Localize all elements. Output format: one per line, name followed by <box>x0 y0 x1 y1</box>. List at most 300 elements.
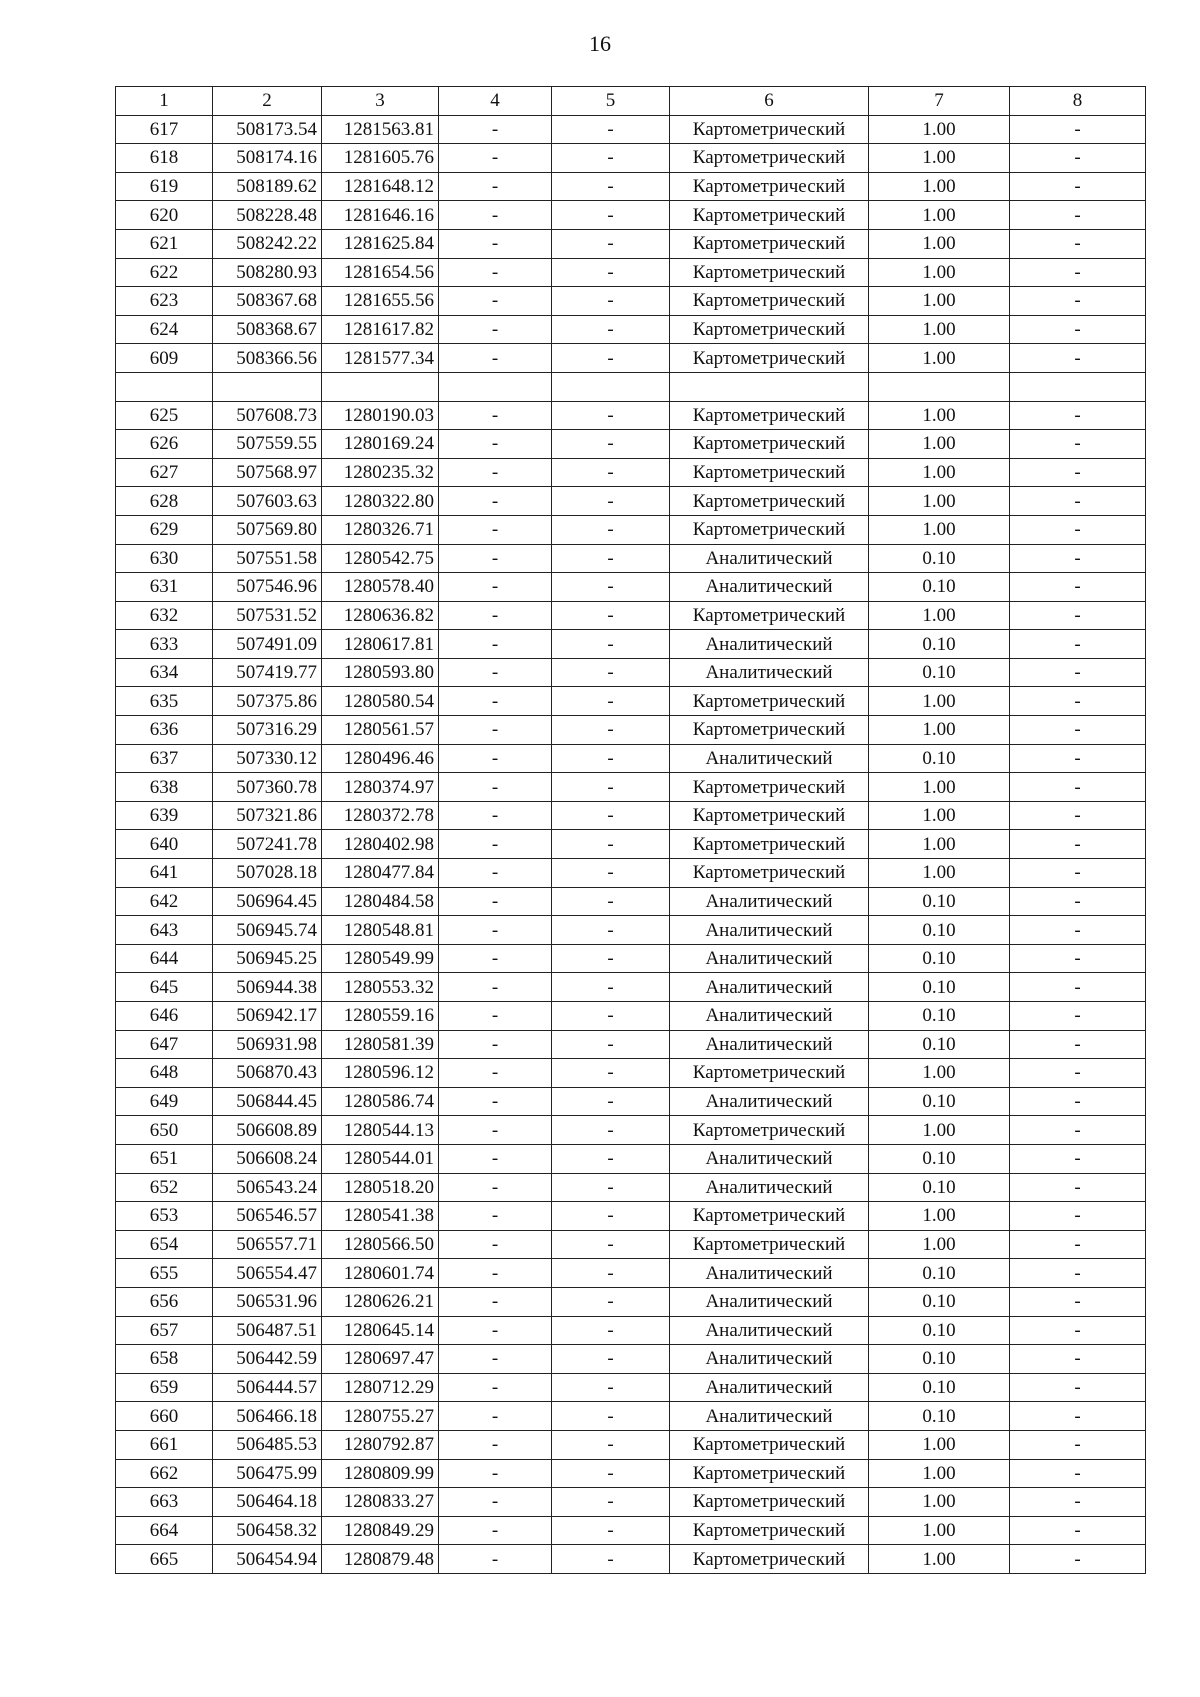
x-coordinate-cell: 506557.71 <box>213 1230 322 1259</box>
method-cell: Картометрический <box>670 601 869 630</box>
method-cell: Картометрический <box>670 1059 869 1088</box>
y-coordinate-cell: 1280402.98 <box>322 830 439 859</box>
x-coordinate-cell: 506454.94 <box>213 1545 322 1574</box>
point-number-cell: 647 <box>116 1030 213 1059</box>
method-cell: Картометрический <box>670 830 869 859</box>
column-4-value-cell: - <box>439 315 552 344</box>
coordinates-table <box>115 86 1146 1574</box>
x-coordinate-cell: 506531.96 <box>213 1287 322 1316</box>
column-header: 8 <box>1010 87 1146 116</box>
column-5-value-cell: - <box>552 1030 670 1059</box>
column-4-value-cell: - <box>439 1287 552 1316</box>
accuracy-cell: 1.00 <box>869 115 1010 144</box>
method-cell: Картометрический <box>670 201 869 230</box>
method-cell: Аналитический <box>670 1402 869 1431</box>
method-cell: Аналитический <box>670 916 869 945</box>
y-coordinate-cell: 1280518.20 <box>322 1173 439 1202</box>
accuracy-cell: 0.10 <box>869 744 1010 773</box>
x-coordinate-cell: 507569.80 <box>213 515 322 544</box>
column-8-value-cell: - <box>1010 887 1146 916</box>
accuracy-cell: 0.10 <box>869 973 1010 1002</box>
y-coordinate-cell: 1280190.03 <box>322 401 439 430</box>
column-4-value-cell: - <box>439 1345 552 1374</box>
column-5-value-cell: - <box>552 401 670 430</box>
method-cell: Картометрический <box>670 458 869 487</box>
point-number-cell: 648 <box>116 1059 213 1088</box>
y-coordinate-cell: 1280712.29 <box>322 1373 439 1402</box>
column-4-value-cell <box>439 372 552 401</box>
accuracy-cell: 0.10 <box>869 1087 1010 1116</box>
accuracy-cell: 1.00 <box>869 487 1010 516</box>
table-row <box>116 601 1146 630</box>
column-4-value-cell: - <box>439 1230 552 1259</box>
table-row <box>116 1287 1146 1316</box>
accuracy-cell: 1.00 <box>869 401 1010 430</box>
method-cell: Аналитический <box>670 944 869 973</box>
y-coordinate-cell: 1281605.76 <box>322 144 439 173</box>
column-4-value-cell: - <box>439 1516 552 1545</box>
table-row <box>116 1459 1146 1488</box>
method-cell: Аналитический <box>670 1030 869 1059</box>
column-5-value-cell: - <box>552 1430 670 1459</box>
x-coordinate-cell: 507559.55 <box>213 430 322 459</box>
accuracy-cell: 1.00 <box>869 859 1010 888</box>
point-number-cell: 665 <box>116 1545 213 1574</box>
column-8-value-cell: - <box>1010 115 1146 144</box>
table-row <box>116 658 1146 687</box>
column-4-value-cell: - <box>439 1059 552 1088</box>
table-row <box>116 258 1146 287</box>
column-4-value-cell: - <box>439 430 552 459</box>
y-coordinate-cell: 1280326.71 <box>322 515 439 544</box>
point-number-cell: 625 <box>116 401 213 430</box>
column-8-value-cell: - <box>1010 458 1146 487</box>
column-8-value-cell: - <box>1010 1059 1146 1088</box>
column-5-value-cell: - <box>552 1002 670 1031</box>
column-8-value-cell: - <box>1010 716 1146 745</box>
y-coordinate-cell: 1280548.81 <box>322 916 439 945</box>
column-5-value-cell: - <box>552 144 670 173</box>
table-row <box>116 144 1146 173</box>
y-coordinate-cell: 1280235.32 <box>322 458 439 487</box>
table-row <box>116 401 1146 430</box>
y-coordinate-cell: 1280496.46 <box>322 744 439 773</box>
column-4-value-cell: - <box>439 601 552 630</box>
point-number-cell: 632 <box>116 601 213 630</box>
accuracy-cell: 1.00 <box>869 1202 1010 1231</box>
method-cell: Картометрический <box>670 144 869 173</box>
column-4-value-cell: - <box>439 773 552 802</box>
table-row <box>116 172 1146 201</box>
point-number-cell: 658 <box>116 1345 213 1374</box>
column-8-value-cell: - <box>1010 601 1146 630</box>
column-5-value-cell: - <box>552 1345 670 1374</box>
column-4-value-cell: - <box>439 458 552 487</box>
column-8-value-cell: - <box>1010 658 1146 687</box>
table-row <box>116 1516 1146 1545</box>
table-row <box>116 801 1146 830</box>
y-coordinate-cell: 1280580.54 <box>322 687 439 716</box>
x-coordinate-cell: 506543.24 <box>213 1173 322 1202</box>
column-header: 5 <box>552 87 670 116</box>
accuracy-cell: 1.00 <box>869 1488 1010 1517</box>
table-row <box>116 201 1146 230</box>
accuracy-cell: 1.00 <box>869 229 1010 258</box>
x-coordinate-cell <box>213 372 322 401</box>
column-8-value-cell: - <box>1010 1345 1146 1374</box>
column-8-value-cell: - <box>1010 1116 1146 1145</box>
point-number-cell: 646 <box>116 1002 213 1031</box>
column-4-value-cell: - <box>439 258 552 287</box>
point-number-cell: 637 <box>116 744 213 773</box>
accuracy-cell: 1.00 <box>869 172 1010 201</box>
y-coordinate-cell: 1281625.84 <box>322 229 439 258</box>
y-coordinate-cell: 1281655.56 <box>322 287 439 316</box>
column-4-value-cell: - <box>439 887 552 916</box>
point-number-cell: 651 <box>116 1144 213 1173</box>
column-4-value-cell: - <box>439 115 552 144</box>
table-row <box>116 830 1146 859</box>
column-5-value-cell: - <box>552 201 670 230</box>
table-row <box>116 1345 1146 1374</box>
table-row <box>116 1087 1146 1116</box>
method-cell: Картометрический <box>670 1230 869 1259</box>
method-cell: Аналитический <box>670 1173 869 1202</box>
column-5-value-cell: - <box>552 458 670 487</box>
table-row <box>116 1116 1146 1145</box>
method-cell <box>670 372 869 401</box>
column-4-value-cell: - <box>439 716 552 745</box>
point-number-cell: 635 <box>116 687 213 716</box>
accuracy-cell: 0.10 <box>869 1373 1010 1402</box>
column-8-value-cell: - <box>1010 201 1146 230</box>
column-8-value-cell: - <box>1010 1402 1146 1431</box>
column-8-value-cell: - <box>1010 344 1146 373</box>
accuracy-cell: 1.00 <box>869 458 1010 487</box>
column-8-value-cell: - <box>1010 916 1146 945</box>
column-4-value-cell: - <box>439 801 552 830</box>
point-number-cell: 640 <box>116 830 213 859</box>
column-header: 7 <box>869 87 1010 116</box>
column-5-value-cell <box>552 372 670 401</box>
table-row <box>116 1259 1146 1288</box>
y-coordinate-cell: 1280322.80 <box>322 487 439 516</box>
column-4-value-cell: - <box>439 658 552 687</box>
table-row <box>116 115 1146 144</box>
accuracy-cell: 0.10 <box>869 1287 1010 1316</box>
column-8-value-cell: - <box>1010 744 1146 773</box>
accuracy-cell: 1.00 <box>869 430 1010 459</box>
x-coordinate-cell: 506464.18 <box>213 1488 322 1517</box>
accuracy-cell: 0.10 <box>869 1345 1010 1374</box>
point-number-cell: 628 <box>116 487 213 516</box>
column-4-value-cell: - <box>439 1373 552 1402</box>
accuracy-cell: 0.10 <box>869 1316 1010 1345</box>
accuracy-cell: 1.00 <box>869 1059 1010 1088</box>
x-coordinate-cell: 506458.32 <box>213 1516 322 1545</box>
accuracy-cell: 1.00 <box>869 287 1010 316</box>
x-coordinate-cell: 506487.51 <box>213 1316 322 1345</box>
column-5-value-cell: - <box>552 172 670 201</box>
table-row <box>116 944 1146 973</box>
x-coordinate-cell: 506475.99 <box>213 1459 322 1488</box>
column-4-value-cell: - <box>439 515 552 544</box>
method-cell: Картометрический <box>670 315 869 344</box>
x-coordinate-cell: 506964.45 <box>213 887 322 916</box>
column-4-value-cell: - <box>439 287 552 316</box>
x-coordinate-cell: 507375.86 <box>213 687 322 716</box>
column-5-value-cell: - <box>552 716 670 745</box>
column-8-value-cell: - <box>1010 1202 1146 1231</box>
x-coordinate-cell: 506554.47 <box>213 1259 322 1288</box>
column-4-value-cell: - <box>439 1430 552 1459</box>
column-5-value-cell: - <box>552 1287 670 1316</box>
method-cell: Картометрический <box>670 859 869 888</box>
x-coordinate-cell: 506546.57 <box>213 1202 322 1231</box>
column-5-value-cell: - <box>552 916 670 945</box>
column-8-value-cell: - <box>1010 1144 1146 1173</box>
column-4-value-cell: - <box>439 1173 552 1202</box>
accuracy-cell: 1.00 <box>869 716 1010 745</box>
column-8-value-cell: - <box>1010 573 1146 602</box>
column-8-value-cell: - <box>1010 315 1146 344</box>
column-5-value-cell: - <box>552 1516 670 1545</box>
point-number-cell: 645 <box>116 973 213 1002</box>
method-cell: Аналитический <box>670 1002 869 1031</box>
point-number-cell: 656 <box>116 1287 213 1316</box>
point-number-cell: 655 <box>116 1259 213 1288</box>
y-coordinate-cell: 1280553.32 <box>322 973 439 1002</box>
column-4-value-cell: - <box>439 1402 552 1431</box>
y-coordinate-cell: 1280372.78 <box>322 801 439 830</box>
table-body <box>116 115 1146 1573</box>
y-coordinate-cell: 1280593.80 <box>322 658 439 687</box>
accuracy-cell: 1.00 <box>869 1230 1010 1259</box>
column-5-value-cell: - <box>552 1202 670 1231</box>
accuracy-cell: 0.10 <box>869 1144 1010 1173</box>
column-5-value-cell: - <box>552 515 670 544</box>
y-coordinate-cell: 1280559.16 <box>322 1002 439 1031</box>
column-8-value-cell: - <box>1010 1459 1146 1488</box>
method-cell: Аналитический <box>670 1345 869 1374</box>
column-4-value-cell: - <box>439 1459 552 1488</box>
x-coordinate-cell: 508280.93 <box>213 258 322 287</box>
method-cell: Аналитический <box>670 1316 869 1345</box>
table-row <box>116 515 1146 544</box>
column-4-value-cell: - <box>439 201 552 230</box>
table-row <box>116 1059 1146 1088</box>
column-5-value-cell: - <box>552 773 670 802</box>
point-number-cell: 654 <box>116 1230 213 1259</box>
column-4-value-cell: - <box>439 944 552 973</box>
column-5-value-cell: - <box>552 258 670 287</box>
y-coordinate-cell: 1280561.57 <box>322 716 439 745</box>
x-coordinate-cell: 508368.67 <box>213 315 322 344</box>
method-cell: Картометрический <box>670 344 869 373</box>
column-4-value-cell: - <box>439 1144 552 1173</box>
table-row <box>116 859 1146 888</box>
column-8-value-cell: - <box>1010 1259 1146 1288</box>
column-5-value-cell: - <box>552 487 670 516</box>
column-8-value-cell: - <box>1010 944 1146 973</box>
accuracy-cell: 0.10 <box>869 887 1010 916</box>
x-coordinate-cell: 506442.59 <box>213 1345 322 1374</box>
method-cell: Картометрический <box>670 1459 869 1488</box>
column-8-value-cell: - <box>1010 1002 1146 1031</box>
point-number-cell: 633 <box>116 630 213 659</box>
column-8-value-cell: - <box>1010 1516 1146 1545</box>
column-8-value-cell: - <box>1010 1173 1146 1202</box>
table-row <box>116 1373 1146 1402</box>
table-row <box>116 687 1146 716</box>
column-8-value-cell: - <box>1010 1087 1146 1116</box>
table-row <box>116 1173 1146 1202</box>
method-cell: Картометрический <box>670 1488 869 1517</box>
table-row <box>116 1144 1146 1173</box>
table-row <box>116 229 1146 258</box>
x-coordinate-cell: 508173.54 <box>213 115 322 144</box>
point-number-cell: 634 <box>116 658 213 687</box>
method-cell: Картометрический <box>670 258 869 287</box>
x-coordinate-cell: 506608.24 <box>213 1144 322 1173</box>
point-number-cell: 649 <box>116 1087 213 1116</box>
x-coordinate-cell: 507551.58 <box>213 544 322 573</box>
y-coordinate-cell <box>322 372 439 401</box>
accuracy-cell: 0.10 <box>869 544 1010 573</box>
column-8-value-cell: - <box>1010 1287 1146 1316</box>
x-coordinate-cell: 507608.73 <box>213 401 322 430</box>
table-row <box>116 1488 1146 1517</box>
column-8-value-cell: - <box>1010 544 1146 573</box>
table-row <box>116 1002 1146 1031</box>
point-number-cell: 659 <box>116 1373 213 1402</box>
point-number-cell: 636 <box>116 716 213 745</box>
column-8-value-cell: - <box>1010 1230 1146 1259</box>
method-cell: Аналитический <box>670 658 869 687</box>
y-coordinate-cell: 1281563.81 <box>322 115 439 144</box>
accuracy-cell: 0.10 <box>869 944 1010 973</box>
column-8-value-cell: - <box>1010 801 1146 830</box>
point-number-cell <box>116 372 213 401</box>
column-8-value-cell: - <box>1010 287 1146 316</box>
method-cell: Аналитический <box>670 1144 869 1173</box>
x-coordinate-cell: 507321.86 <box>213 801 322 830</box>
column-5-value-cell: - <box>552 744 670 773</box>
method-cell: Картометрический <box>670 430 869 459</box>
column-4-value-cell: - <box>439 487 552 516</box>
table-row <box>116 287 1146 316</box>
point-number-cell: 621 <box>116 229 213 258</box>
x-coordinate-cell: 506945.74 <box>213 916 322 945</box>
x-coordinate-cell: 506608.89 <box>213 1116 322 1145</box>
accuracy-cell: 1.00 <box>869 315 1010 344</box>
table-row <box>116 430 1146 459</box>
page-number: 16 <box>589 31 611 56</box>
point-number-cell: 639 <box>116 801 213 830</box>
y-coordinate-cell: 1280792.87 <box>322 1430 439 1459</box>
table-row <box>116 573 1146 602</box>
x-coordinate-cell: 506870.43 <box>213 1059 322 1088</box>
point-number-cell: 650 <box>116 1116 213 1145</box>
accuracy-cell: 0.10 <box>869 916 1010 945</box>
column-5-value-cell: - <box>552 1459 670 1488</box>
y-coordinate-cell: 1280581.39 <box>322 1030 439 1059</box>
column-4-value-cell: - <box>439 144 552 173</box>
column-5-value-cell: - <box>552 1116 670 1145</box>
column-5-value-cell: - <box>552 973 670 1002</box>
column-5-value-cell: - <box>552 229 670 258</box>
column-4-value-cell: - <box>439 1259 552 1288</box>
point-number-cell: 664 <box>116 1516 213 1545</box>
x-coordinate-cell: 508174.16 <box>213 144 322 173</box>
y-coordinate-cell: 1280879.48 <box>322 1545 439 1574</box>
point-number-cell: 629 <box>116 515 213 544</box>
column-5-value-cell: - <box>552 1144 670 1173</box>
x-coordinate-cell: 506944.38 <box>213 973 322 1002</box>
accuracy-cell: 0.10 <box>869 1173 1010 1202</box>
column-4-value-cell: - <box>439 1316 552 1345</box>
point-number-cell: 641 <box>116 859 213 888</box>
accuracy-cell: 1.00 <box>869 1545 1010 1574</box>
column-8-value-cell: - <box>1010 1373 1146 1402</box>
accuracy-cell: 1.00 <box>869 773 1010 802</box>
point-number-cell: 624 <box>116 315 213 344</box>
x-coordinate-cell: 507546.96 <box>213 573 322 602</box>
method-cell: Картометрический <box>670 515 869 544</box>
x-coordinate-cell: 506942.17 <box>213 1002 322 1031</box>
column-4-value-cell: - <box>439 973 552 1002</box>
column-4-value-cell: - <box>439 744 552 773</box>
column-header: 3 <box>322 87 439 116</box>
x-coordinate-cell: 506485.53 <box>213 1430 322 1459</box>
y-coordinate-cell: 1280566.50 <box>322 1230 439 1259</box>
y-coordinate-cell: 1280544.01 <box>322 1144 439 1173</box>
y-coordinate-cell: 1280484.58 <box>322 887 439 916</box>
point-number-cell: 644 <box>116 944 213 973</box>
x-coordinate-cell: 507241.78 <box>213 830 322 859</box>
table-row <box>116 544 1146 573</box>
method-cell: Аналитический <box>670 544 869 573</box>
column-4-value-cell: - <box>439 1488 552 1517</box>
column-5-value-cell: - <box>552 544 670 573</box>
column-header: 6 <box>670 87 869 116</box>
point-number-cell: 617 <box>116 115 213 144</box>
y-coordinate-cell: 1280542.75 <box>322 544 439 573</box>
column-5-value-cell: - <box>552 687 670 716</box>
column-5-value-cell: - <box>552 1173 670 1202</box>
table-row <box>116 458 1146 487</box>
point-number-cell: 661 <box>116 1430 213 1459</box>
y-coordinate-cell: 1280697.47 <box>322 1345 439 1374</box>
y-coordinate-cell: 1280617.81 <box>322 630 439 659</box>
method-cell: Аналитический <box>670 630 869 659</box>
x-coordinate-cell: 508228.48 <box>213 201 322 230</box>
column-8-value-cell: - <box>1010 830 1146 859</box>
column-5-value-cell: - <box>552 801 670 830</box>
x-coordinate-cell: 506931.98 <box>213 1030 322 1059</box>
column-8-value-cell: - <box>1010 487 1146 516</box>
y-coordinate-cell: 1280596.12 <box>322 1059 439 1088</box>
column-4-value-cell: - <box>439 344 552 373</box>
table-row <box>116 1030 1146 1059</box>
column-5-value-cell: - <box>552 658 670 687</box>
point-number-cell: 622 <box>116 258 213 287</box>
column-4-value-cell: - <box>439 544 552 573</box>
column-4-value-cell: - <box>439 573 552 602</box>
y-coordinate-cell: 1280809.99 <box>322 1459 439 1488</box>
column-4-value-cell: - <box>439 687 552 716</box>
method-cell: Аналитический <box>670 973 869 1002</box>
